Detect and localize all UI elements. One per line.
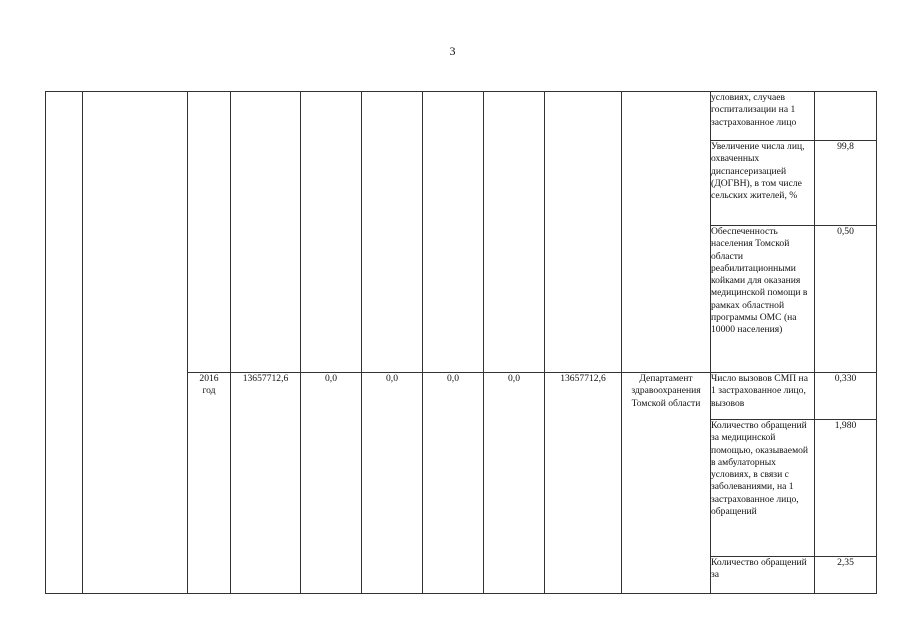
table-row xyxy=(46,92,877,141)
total-funding: 13657712,6 xyxy=(231,373,301,594)
program-table xyxy=(45,91,877,594)
indicator-name: Число вызовов СМП на 1 застрахованное лицо, вызовов xyxy=(711,373,815,420)
indicator-name: Увеличение числа лиц, охваченных диспансеризацией (ДОГВН), в том числе сельских жителей, % xyxy=(711,141,815,226)
executor-cell: Департамент здравоохранения Томской области xyxy=(622,373,711,594)
indicator-value: 99,8 xyxy=(815,141,877,226)
funding-col-e: 13657712,6 xyxy=(545,373,622,594)
indicator-value: 0,330 xyxy=(815,373,877,420)
funding-col-d: 0,0 xyxy=(484,373,545,594)
funding-col-a: 0,0 xyxy=(301,373,362,594)
indicator-value xyxy=(815,92,877,141)
funding-col-c: 0,0 xyxy=(423,373,484,594)
number-cell xyxy=(46,92,83,594)
funding-col-b: 0,0 xyxy=(362,373,423,594)
indicator-name: условиях, случаев госпитализации на 1 застрахованное лицо xyxy=(711,92,815,141)
page-number: 3 xyxy=(449,44,456,58)
indicator-name: Обеспеченность населения Томской области реабилитационными койками для оказания медицинской помощи в рамках областной программы ОМС (на 10000 населения) xyxy=(711,226,815,373)
indicator-name: Количество обращений за медицинской помощью, оказываемой в амбулаторных условиях, в связи с заболеваниями, на 1 застрахованное лицо, обращений xyxy=(711,420,815,557)
year-cell-empty xyxy=(188,92,231,373)
indicator-value: 1,980 xyxy=(815,420,877,557)
task-cell xyxy=(83,92,188,594)
indicator-value: 2,35 xyxy=(815,557,877,594)
indicator-value: 0,50 xyxy=(815,226,877,373)
year-cell: 2016 год xyxy=(188,373,231,594)
executor-cell-empty xyxy=(622,92,711,373)
indicator-name: Количество обращений за xyxy=(711,557,815,594)
